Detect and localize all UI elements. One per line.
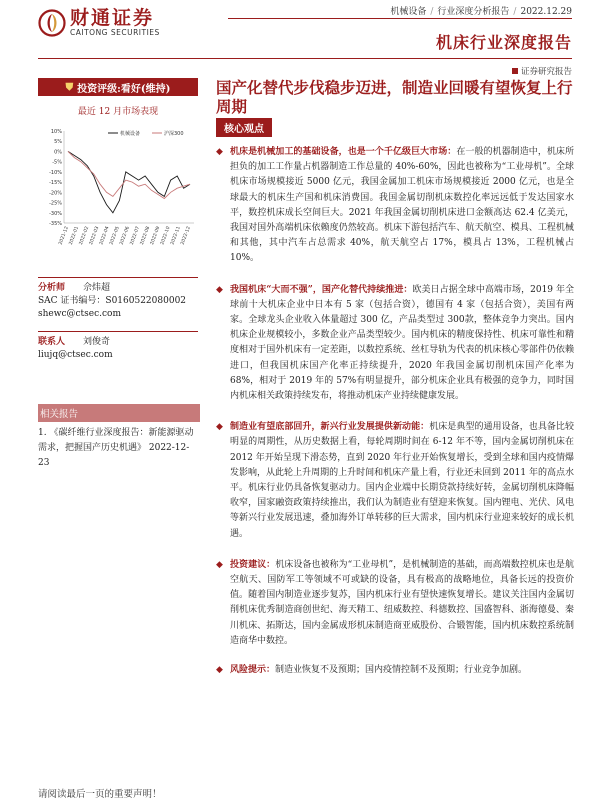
header-divider-2	[38, 58, 572, 59]
rating-bar	[38, 78, 198, 96]
diamond-bullet-icon: ◆	[216, 147, 223, 157]
contact-role: 联系人	[38, 337, 66, 347]
paragraph	[216, 145, 574, 267]
analyst-cert: SAC 证书编号：S0160522080002	[38, 296, 187, 306]
legend-label: 沪深300	[164, 131, 184, 137]
y-tick-label: -10%	[49, 169, 62, 176]
series-line	[68, 151, 190, 198]
paragraph-lead: 制造业有望底部回升，新兴行业发展提供新动能：	[230, 422, 430, 433]
y-tick-label: -30%	[49, 210, 62, 217]
x-tick-label: 2022-02	[78, 225, 91, 246]
paragraph-lead: 投资建议：	[230, 559, 276, 570]
diamond-bullet-icon: ◆	[216, 422, 223, 433]
y-tick-label: -5%	[52, 159, 62, 166]
logo-cn: 财通证券	[70, 7, 155, 29]
paragraph	[216, 558, 574, 649]
y-tick-label: -20%	[49, 190, 62, 197]
y-tick-label: 10%	[50, 129, 62, 135]
paragraph-lead: 机床是机械加工的基础设备，也是一个千亿级巨大市场：	[230, 147, 457, 157]
header-date: 2022.12.29	[520, 7, 572, 17]
left-column	[38, 78, 198, 471]
perf-title: 最近 12 月市场表现	[77, 107, 159, 117]
contact-email[interactable]: liujq@ctsec.com	[38, 350, 113, 360]
footer-note: 请阅读最后一页的重要声明！	[38, 789, 162, 800]
analyst-name: 佘炜超	[83, 283, 111, 293]
paragraph	[216, 420, 574, 542]
performance-chart	[38, 123, 198, 263]
performance-chart-svg	[38, 123, 198, 263]
paragraph-body: 制造业恢复不及预期；国内疫情控制不及预期；行业竞争加剧。	[275, 665, 528, 676]
analyst-block	[38, 277, 198, 321]
header-report-type: 行业深度分析报告	[437, 7, 510, 17]
paragraph-list	[216, 145, 574, 678]
logo-mark-icon	[38, 9, 66, 37]
paragraph-body: 机床是典型的通用设备，也具备比较明显的周期性，从历史数据上看，每轮周期时间在 6-12 年不等，国内金属切削机床在 2012 年开始呈现下滑态势，直到 2020 年行业开始恢复增长，受到全球和国内疫情爆发影响，从此轮上升周期的上升时间和机床产量上看，行业还未回到 2011 年的高点水平。机床行业仍具备恢复驱动力。国内企业端中长期贷款持续好转，金属切削机床降幅收窄，国家融资政策持续推出，我们认为制造业有望迎来恢复。国内锂电、光伏、风电等新兴行业发展迅速，叠加海外订单转移的巨大需求，国内机床行业迎来较好的成长机遇。	[230, 422, 574, 539]
paragraph	[216, 663, 574, 678]
report-title: 机床行业深度报告	[435, 33, 572, 52]
shield-icon: ⛊	[65, 81, 74, 93]
related-item[interactable]: 1. 《碳纤维行业深度报告：新能源驱动需求，把握国产历史机遇》 2022-12-23	[38, 428, 194, 468]
x-tick-label: 2022-07	[129, 225, 142, 246]
contact-block	[38, 331, 198, 362]
right-column	[216, 78, 574, 678]
x-tick-label: 2022-08	[139, 225, 152, 246]
legend-label: 机械设备	[120, 131, 141, 137]
dept-label: 证券研究报告	[520, 67, 572, 77]
x-tick-label: 2022-06	[119, 225, 131, 246]
header-sector: 机械设备	[390, 7, 427, 17]
paragraph-body: 在一般的机器制造中，机床所担负的加工工作量占机器制造工作总量的 40%-60%，因此也被称为“工业母机”。全球机床市场规模接近 5000 亿元，我国金属加工机床市场规模接近 2000 亿元，也是全球最大的机床生产国和机床消费国。我国金属切削机床数控化率远远低于发达国家水平，数控机床成长空间巨大。2021 年我国金属切削机床进口金额高达 62.4 亿美元，我国对国外高端机床依赖度仍然较高。机床下游包括汽车、航天航空、模具、工程机械和其他，其中汽车占总需求 40%，航天航空占 17%，模具占 13%，工程机械占 10%。	[230, 147, 574, 264]
rating-label: 投资评级:看好(维持)	[77, 83, 171, 95]
diamond-bullet-icon: ◆	[216, 665, 223, 676]
paragraph-body: 机床设备也被称为“工业母机”，是机械制造的基础，而高端数控机床也是航空航天、国防军工等领域不可或缺的设备，具有极高的战略地位，具备长远的投资价值。随着国内制造业逐步复苏，国内机床行业有望快速恢复增长。建议关注国内金属切削机床优秀制造商创世纪、海天精工、纽威数控、科德数控、国盛智科、浙海德曼、秦川机床、拓斯达，国内金属成形机床制造商亚威股份、合锻智能，国内机床数控系统制造商华中数控。	[230, 559, 574, 646]
contact-name: 刘俊奇	[83, 337, 111, 347]
related-title: 相关报告	[38, 404, 200, 422]
header-meta: 机械设备 / 行业深度分析报告 / 2022.12.29	[390, 7, 572, 17]
logo-en: CAITONG SECURITIES	[70, 28, 160, 37]
research-dept	[512, 65, 572, 77]
analyst-email[interactable]: shewc@ctsec.com	[38, 309, 121, 319]
analyst-role: 分析师	[38, 283, 66, 293]
series-line	[68, 151, 190, 212]
company-logo	[38, 8, 160, 37]
core-tab: 核心观点	[216, 118, 272, 137]
x-tick-label: 2022-10	[160, 225, 172, 246]
header-divider	[228, 18, 572, 19]
square-icon	[512, 68, 518, 74]
x-tick-label: 2022-03	[89, 225, 101, 246]
paragraph	[216, 283, 574, 405]
diamond-bullet-icon: ◆	[216, 559, 223, 570]
y-tick-label: 5%	[54, 139, 62, 146]
paragraph-body: 欧美日占据全球中高端市场，2019 年全球前十大机床企业中日本有 5 家（包括合资），德国有 4 家（包括合资），美国有两家。全球龙头企业收入体量超过 300 亿，产品类型过 300款，整体竞争力突出。国内机床企业规模较小，多数企业产品类型较少。国内机床的精度保持性、机床可靠性和精度相对于国外机床有一定差距，以数控系统、丝杠导轨为代表的机床核心零部件仍依赖进口，但我国机床国产化率正持续提升，2020 年我国金属切削机床国产化率为 68%，相对于 2019 年的 57%有明显提升，部分机床企业具有极强的竞争力，同时国内机床相关政策持续发布，将推动机床产业持续健康发展。	[230, 284, 574, 402]
x-tick-label: 2022-12	[180, 225, 192, 246]
main-title: 国产化替代步伐稳步迈进，制造业回暖有望恢复上行周期	[216, 78, 573, 116]
y-tick-label: 0%	[54, 149, 62, 156]
y-tick-label: -25%	[49, 200, 62, 207]
x-tick-label: 2022-11	[170, 225, 182, 246]
y-tick-label: -15%	[49, 180, 62, 187]
x-tick-label: 2021-12	[58, 225, 70, 246]
paragraph-lead: 我国机床“大而不强”，国产化替代持续推进：	[230, 284, 413, 295]
diamond-bullet-icon: ◆	[216, 284, 223, 295]
y-tick-label: -35%	[49, 221, 62, 227]
x-tick-label: 2022-09	[150, 225, 162, 246]
x-tick-label: 2022-04	[99, 225, 111, 246]
paragraph-lead: 风险提示：	[230, 665, 276, 676]
x-tick-label: 2022-01	[68, 225, 81, 246]
x-tick-label: 2022-05	[109, 225, 121, 246]
